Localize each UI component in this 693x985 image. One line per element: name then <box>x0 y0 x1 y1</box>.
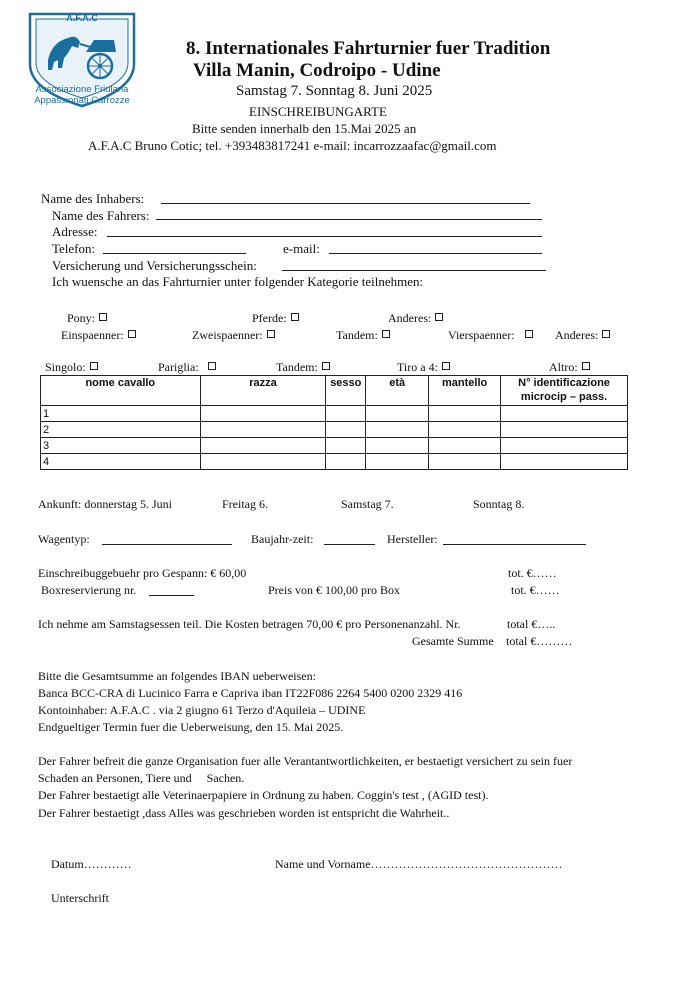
category-pony[interactable]: Pony: <box>67 311 107 326</box>
payment-line-3: Kontoinhaber: A.F.A.C . via 2 giugno 61 Terzo d'Aquileia – UDINE <box>38 703 366 717</box>
send-before: Bitte senden innerhalb den 15.Mai 2025 an <box>192 121 417 136</box>
column-header: razza <box>200 376 326 406</box>
table-row <box>41 438 628 454</box>
table-cell[interactable] <box>501 422 628 438</box>
signature-label: Unterschrift <box>51 891 109 905</box>
table-cell[interactable] <box>326 422 366 438</box>
owner-label: Name des Inhabers: <box>41 191 145 206</box>
category-tandem[interactable]: Tandem: <box>336 328 390 343</box>
wagon-type-label: Wagentyp: <box>38 532 90 546</box>
wagon-maker-label: Hersteller: <box>387 532 438 546</box>
table-row <box>41 422 628 438</box>
checkbox-icon[interactable] <box>90 362 98 370</box>
disclaimer-line-1: Der Fahrer befreit die ganze Organisation fuer alle Verantantwortlichkeiten, er bestaetigt versichert zu sein fuer <box>38 754 573 768</box>
event-subtitle: Villa Manin, Codroipo - Udine <box>193 60 441 81</box>
date-field[interactable]: Datum………… <box>51 857 132 871</box>
category-vierspaenner[interactable]: Vierspaenner: <box>448 328 533 343</box>
table-cell[interactable] <box>501 406 628 422</box>
table-row <box>41 406 628 422</box>
email-label: e-mail: <box>283 241 320 256</box>
table-cell[interactable]: 4 <box>41 454 201 470</box>
table-cell[interactable] <box>366 406 429 422</box>
checkbox-icon[interactable] <box>602 330 610 338</box>
box-total: tot. €…… <box>511 583 560 597</box>
arrival-day-friday: Freitag 6. <box>222 497 268 511</box>
table-cell[interactable] <box>326 454 366 470</box>
driver-field[interactable] <box>156 219 542 220</box>
table-cell[interactable] <box>429 438 501 454</box>
wagon-type-field[interactable] <box>102 544 232 545</box>
checkbox-icon[interactable] <box>382 330 390 338</box>
box-reservation-field[interactable] <box>149 595 194 596</box>
logo-bottom-line2: Appassionati Carrozze <box>34 95 130 106</box>
table-cell[interactable] <box>326 406 366 422</box>
column-header: mantello <box>429 376 501 406</box>
checkbox-icon[interactable] <box>582 362 590 370</box>
table-cell[interactable] <box>429 406 501 422</box>
category-tiro-a-4[interactable]: Tiro a 4: <box>397 360 450 375</box>
category-anderes-2[interactable]: Anderes: <box>555 328 610 343</box>
category-pferde[interactable]: Pferde: <box>252 311 299 326</box>
address-field[interactable] <box>107 236 542 237</box>
checkbox-icon[interactable] <box>442 362 450 370</box>
checkbox-icon[interactable] <box>322 362 330 370</box>
full-name-field[interactable]: Name und Vorname………………………………………… <box>275 857 563 871</box>
logo-bottom-line1: Associazione Friulana <box>35 84 129 95</box>
box-price-text: Preis von € 100,00 pro Box <box>268 583 400 597</box>
dinner-total: total €….. <box>507 617 556 631</box>
checkbox-icon[interactable] <box>291 313 299 321</box>
contact-line: A.F.A.C Bruno Cotic; tel. +393483817241 e-mail: incarrozzaafac@gmail.com <box>88 138 497 153</box>
grand-total-value: total €……… <box>506 634 573 648</box>
table-header-row <box>41 376 628 406</box>
category-pariglia[interactable]: Pariglia: <box>158 360 216 375</box>
arrival-label: Ankunft: donnerstag 5. Juni <box>38 497 172 511</box>
category-einspaenner[interactable]: Einspaenner: <box>61 328 136 343</box>
table-cell[interactable] <box>200 438 326 454</box>
column-header: sesso <box>326 376 366 406</box>
table-cell[interactable] <box>429 422 501 438</box>
checkbox-icon[interactable] <box>525 330 533 338</box>
event-dates: Samstag 7. Sonntag 8. Juni 2025 <box>236 83 433 99</box>
email-field[interactable] <box>329 253 542 254</box>
grand-total-label: Gesamte Summe <box>412 634 494 648</box>
logo <box>18 8 146 112</box>
category-altro[interactable]: Altro: <box>549 360 590 375</box>
address-label: Adresse: <box>52 224 98 239</box>
table-cell[interactable] <box>366 438 429 454</box>
payment-line-1: Bitte die Gesamtsumme an folgendes IBAN ueberweisen: <box>38 669 316 683</box>
owner-field[interactable] <box>161 203 530 204</box>
checkbox-icon[interactable] <box>267 330 275 338</box>
category-singolo[interactable]: Singolo: <box>45 360 98 375</box>
wagon-year-label: Baujahr-zeit: <box>251 532 314 546</box>
column-header: nome cavallo <box>41 376 201 406</box>
table-cell[interactable]: 2 <box>41 422 201 438</box>
checkbox-icon[interactable] <box>99 313 107 321</box>
table-cell[interactable] <box>429 454 501 470</box>
checkbox-icon[interactable] <box>128 330 136 338</box>
entry-fee-total: tot. €…… <box>508 566 557 580</box>
table-cell[interactable] <box>200 454 326 470</box>
table-cell[interactable] <box>200 406 326 422</box>
dinner-text: Ich nehme am Samstagsessen teil. Die Kosten betragen 70,00 € pro Personenanzahl. Nr. <box>38 617 461 631</box>
category-tandem-it[interactable]: Tandem: <box>276 360 330 375</box>
arrival-day-sunday: Sonntag 8. <box>473 497 525 511</box>
entry-fee-text: Einschreibuggebuehr pro Gespann: € 60,00 <box>38 566 247 580</box>
logo-top-text: A.F.A.C <box>66 13 98 23</box>
disclaimer-line-2: Schaden an Personen, Tiere und Sachen. <box>38 771 245 785</box>
horse-table <box>40 375 628 470</box>
wagon-year-field[interactable] <box>324 544 375 545</box>
disclaimer-line-3: Der Fahrer bestaetigt alle Veterinaerpapiere in Ordnung zu haben. Coggin's test , (AGID test). <box>38 788 489 802</box>
insurance-label: Versicherung und Versicherungsschein: <box>52 258 257 273</box>
insurance-field[interactable] <box>282 270 546 271</box>
payment-line-2: Banca BCC-CRA di Lucinico Farra e Capriva iban IT22F086 2264 5400 0200 2329 416 <box>38 686 463 700</box>
phone-label: Telefon: <box>52 241 96 256</box>
payment-line-4: Endgueltiger Termin fuer die Ueberweisung, den 15. Mai 2025. <box>38 720 344 734</box>
driver-label: Name des Fahrers: <box>52 208 150 223</box>
wagon-maker-field[interactable] <box>443 544 586 545</box>
disclaimer-line-4: Der Fahrer bestaetigt ,dass Alles was geschrieben worden ist entspricht die Wahrheit.. <box>38 806 450 820</box>
column-header: N° identificazione microcip – pass. <box>501 376 628 406</box>
phone-field[interactable] <box>103 253 246 254</box>
table-cell[interactable] <box>501 438 628 454</box>
participation-text: Ich wuensche an das Fahrturnier unter folgender Kategorie teilnehmen: <box>52 274 424 289</box>
table-cell[interactable] <box>366 422 429 438</box>
event-title: 8. Internationales Fahrturnier fuer Tradition <box>186 38 551 59</box>
category-zweispaenner[interactable]: Zweispaenner: <box>192 328 275 343</box>
box-reservation-label: Boxreservierung nr. <box>41 583 137 597</box>
column-header: età <box>366 376 429 406</box>
table-row <box>41 454 628 470</box>
table-cell[interactable] <box>200 422 326 438</box>
checkbox-icon[interactable] <box>435 313 443 321</box>
table-cell[interactable]: 3 <box>41 438 201 454</box>
table-cell[interactable] <box>366 454 429 470</box>
table-cell[interactable] <box>501 454 628 470</box>
category-anderes[interactable]: Anderes: <box>388 311 443 326</box>
arrival-day-saturday: Samstag 7. <box>341 497 394 511</box>
table-cell[interactable]: 1 <box>41 406 201 422</box>
checkbox-icon[interactable] <box>208 362 216 370</box>
table-cell[interactable] <box>326 438 366 454</box>
form-name: EINSCHREIBUNGARTE <box>249 104 387 119</box>
